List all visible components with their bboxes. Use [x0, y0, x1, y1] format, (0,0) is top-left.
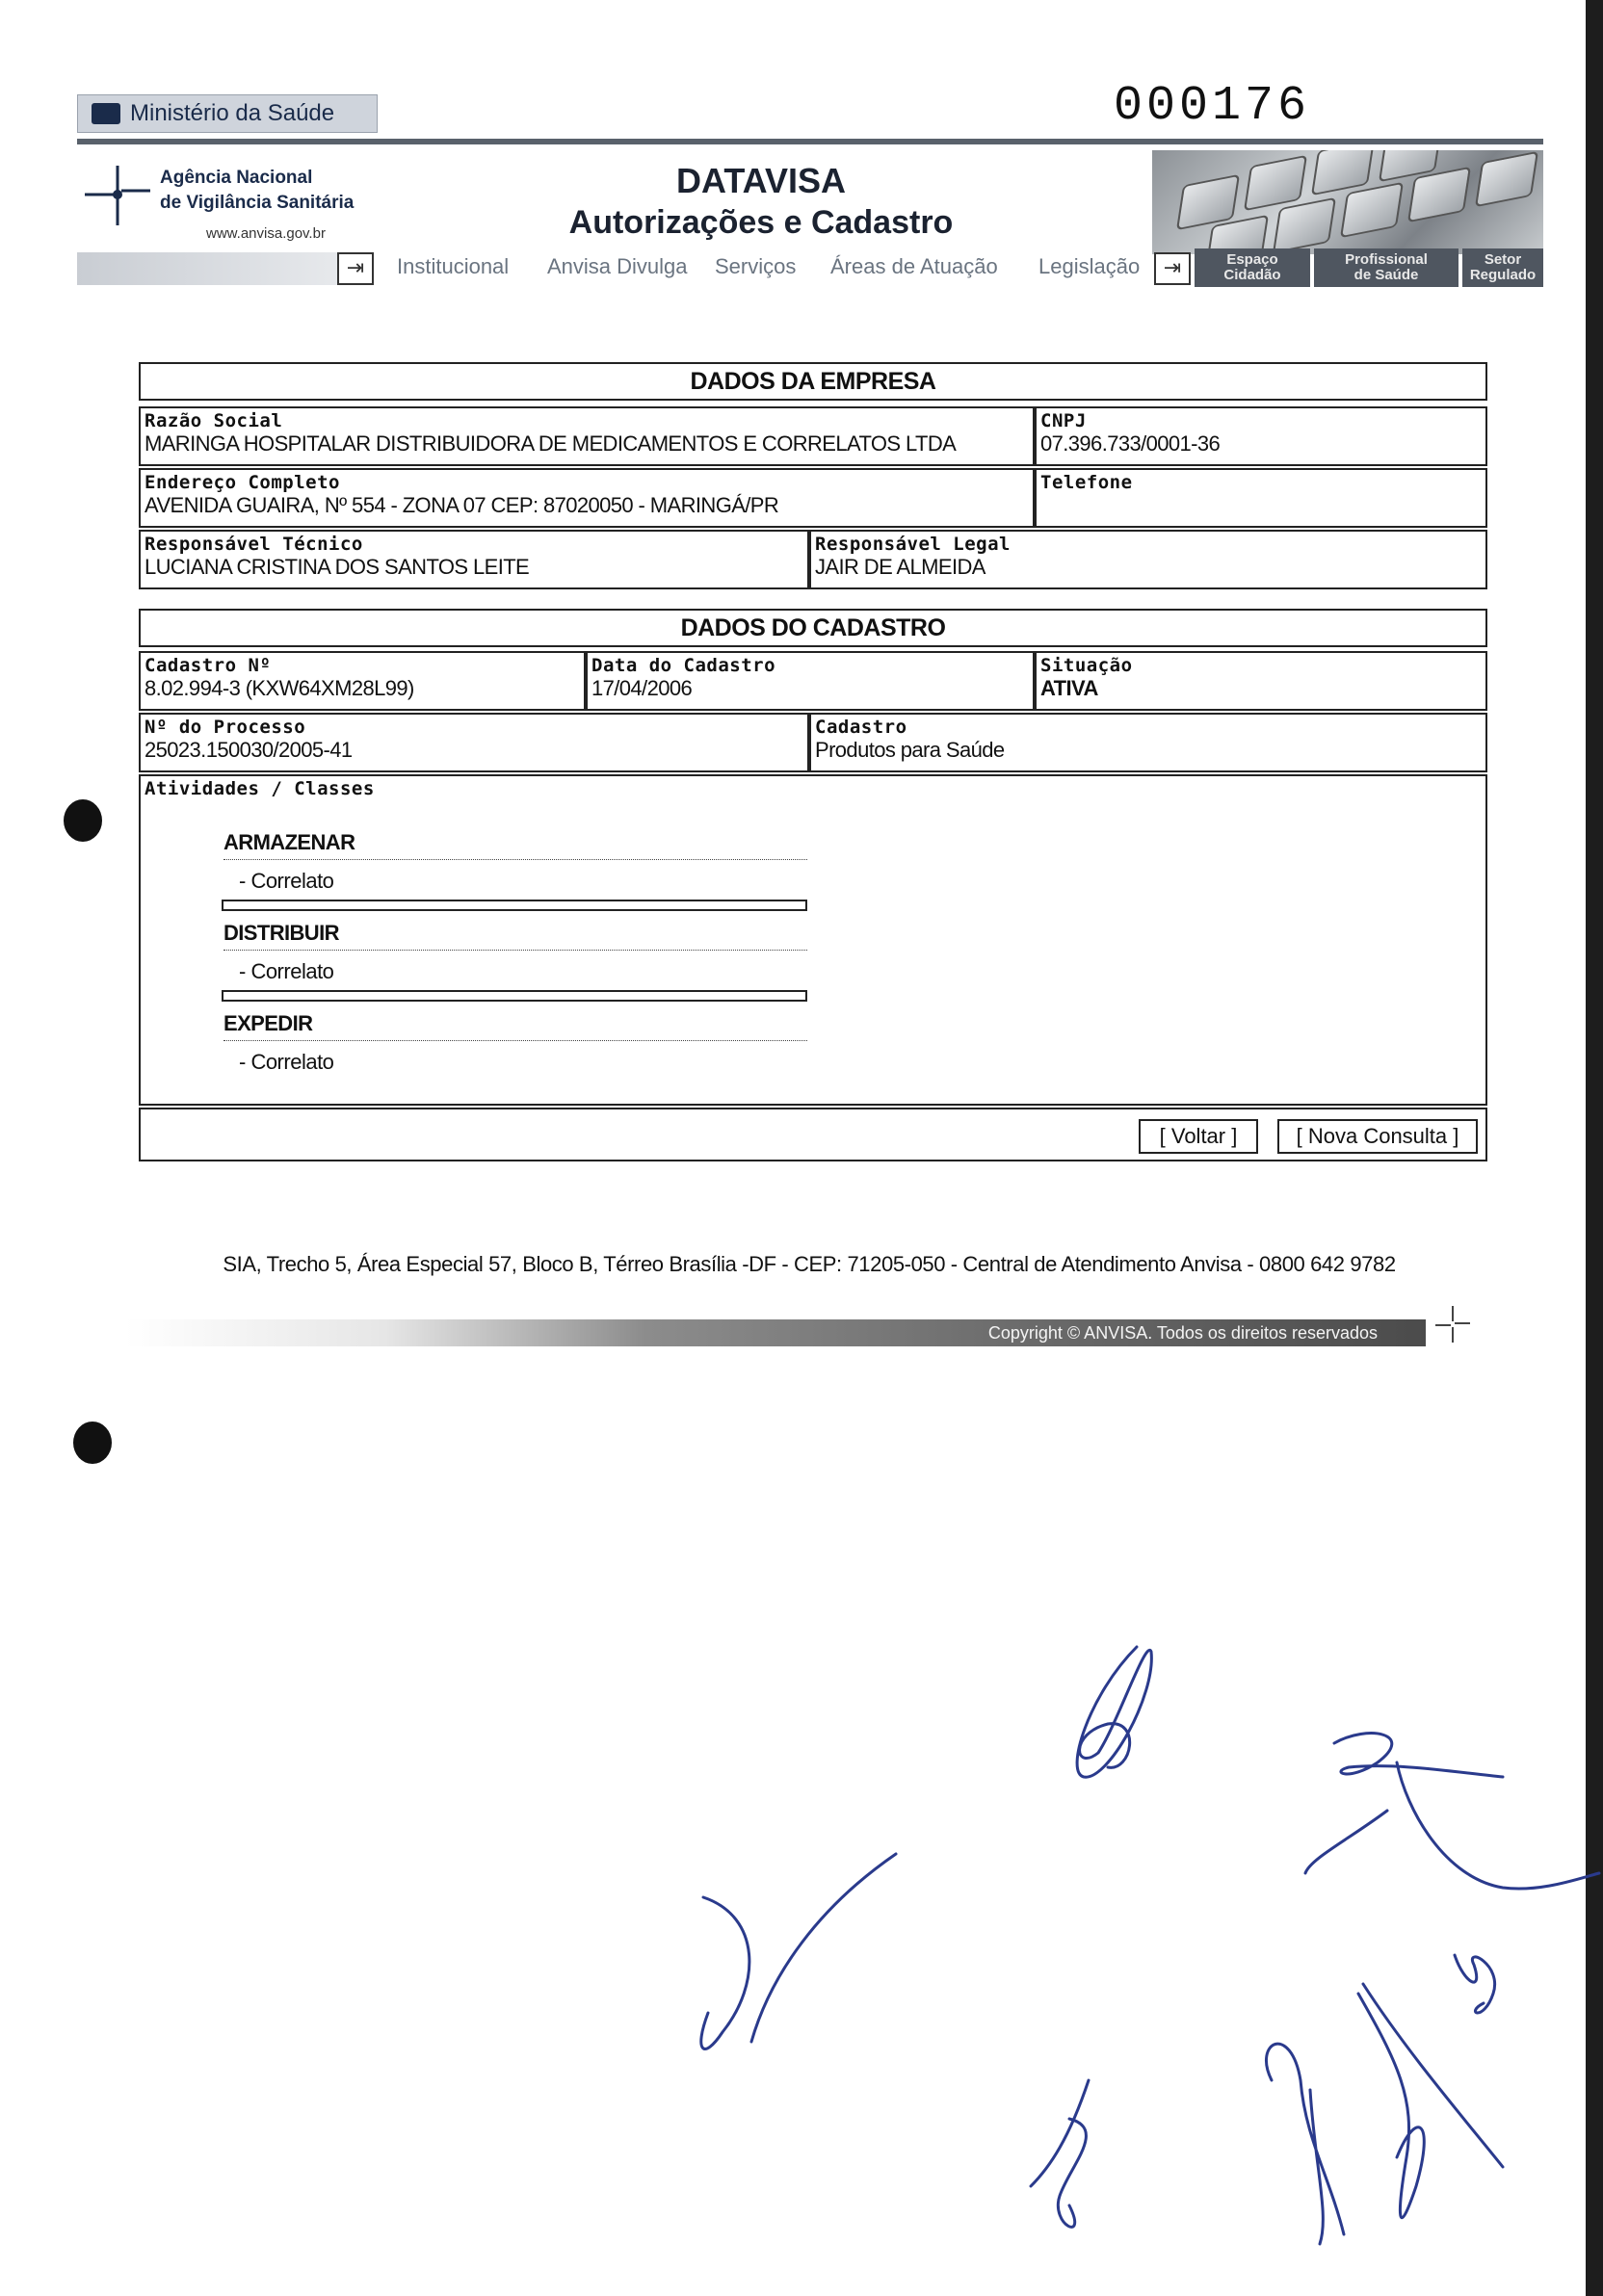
nav-button-line: Espaço [1226, 251, 1278, 268]
section-title-empresa: DADOS DA EMPRESA [139, 362, 1487, 401]
nav-button-line: Regulado [1469, 267, 1537, 283]
cnpj-label: CNPJ [1040, 410, 1087, 431]
tipo-cadastro-value: Produtos para Saúde [815, 738, 1005, 762]
data-cadastro-label: Data do Cadastro [591, 655, 776, 676]
atividade-armazenar: ARMAZENAR [223, 830, 355, 854]
nav-item-anvisa-divulga[interactable]: Anvisa Divulga [547, 254, 688, 278]
razao-social-label: Razão Social [145, 410, 283, 431]
endereco-value: AVENIDA GUAIRA, Nº 554 - ZONA 07 CEP: 87020050 - MARINGÁ/PR [145, 493, 779, 517]
nav-item-legislacao[interactable]: Legislação [1038, 254, 1141, 278]
nav-button-line: Setor [1484, 251, 1522, 268]
processo-value: 25023.150030/2005-41 [145, 738, 353, 762]
agency-line-1: Agência Nacional [160, 168, 313, 188]
title-datavisa: DATAVISA [676, 161, 846, 200]
cnpj-value: 07.396.733/0001-36 [1040, 431, 1221, 456]
resp-legal-value: JAIR DE ALMEIDA [815, 555, 985, 579]
atividade-distribuir: DISTRIBUIR [223, 921, 339, 945]
data-cadastro-value: 17/04/2006 [591, 676, 693, 700]
title-subtitle: Autorizações e Cadastro [568, 204, 954, 241]
copyright-text: Copyright © ANVISA. Todos os direitos reservados [987, 1323, 1378, 1343]
nav-item-areas-de-atuacao[interactable]: Áreas de Atuação [830, 254, 998, 278]
nav-item-institucional[interactable]: Institucional [397, 254, 510, 278]
tipo-cadastro-label: Cadastro [815, 717, 907, 738]
nav-button-line: Cidadão [1223, 267, 1281, 283]
situacao-value: ATIVA [1040, 676, 1098, 700]
cadastro-numero-label: Cadastro Nº [145, 655, 272, 676]
stamp-number: 000176 [1114, 79, 1311, 134]
voltar-button[interactable]: [ Voltar ] [1139, 1119, 1258, 1154]
atividade-armazenar-item: - Correlato [239, 869, 334, 893]
cadastro-numero-value: 8.02.994-3 (KXW64XM28L99) [145, 676, 414, 700]
endereco-label: Endereço Completo [145, 472, 340, 493]
processo-label: Nº do Processo [145, 717, 306, 738]
atividades-label: Atividades / Classes [145, 778, 375, 799]
nav-item-servicos[interactable]: Serviços [715, 254, 797, 278]
nav-button-line: de Saúde [1353, 267, 1419, 283]
razao-social-value: MARINGA HOSPITALAR DISTRIBUIDORA DE MEDICAMENTOS E CORRELATOS LTDA [145, 431, 957, 456]
resp-tecnico-label: Responsável Técnico [145, 534, 363, 555]
resp-legal-label: Responsável Legal [815, 534, 1011, 555]
agency-line-2: de Vigilância Sanitária [160, 193, 355, 213]
nav-enter-icon-right[interactable]: ⇥ [1154, 252, 1191, 285]
telefone-label: Telefone [1040, 472, 1133, 493]
atividade-expedir: EXPEDIR [223, 1011, 313, 1035]
section-title-cadastro: DADOS DO CADASTRO [139, 609, 1487, 647]
nav-enter-icon[interactable]: ⇥ [337, 252, 374, 285]
nova-consulta-button[interactable]: [ Nova Consulta ] [1277, 1119, 1478, 1154]
agency-url[interactable]: www.anvisa.gov.br [206, 225, 326, 242]
atividade-distribuir-item: - Correlato [239, 959, 334, 983]
ministry-label: Ministério da Saúde [130, 100, 335, 126]
situacao-label: Situação [1040, 655, 1133, 676]
atividade-expedir-item: - Correlato [239, 1050, 334, 1074]
footer-address: SIA, Trecho 5, Área Especial 57, Bloco B, Térreo Brasília -DF - CEP: 71205-050 - Central de Atendimento Anvisa - 0800 642 9782 [223, 1252, 1396, 1276]
nav-button-line: Profissional [1345, 251, 1428, 268]
resp-tecnico-value: LUCIANA CRISTINA DOS SANTOS LEITE [145, 555, 530, 579]
